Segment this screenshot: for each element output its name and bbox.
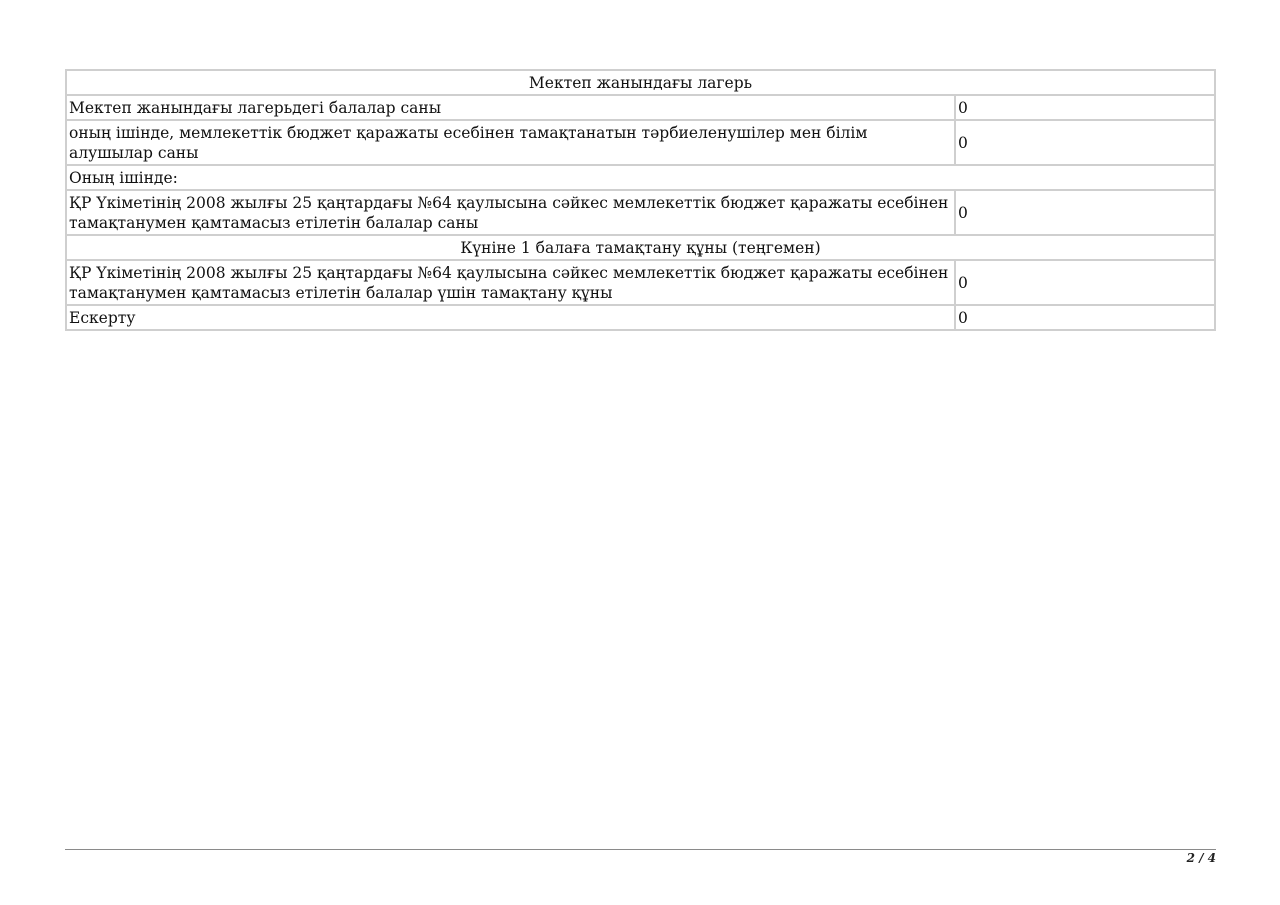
row-label: ҚР Үкіметінің 2008 жылғы 25 қаңтардағы №64 қаулысына сәйкес мемлекеттік бюджет қаражаты есебінен тамақтанумен қамтамасыз етілетін балалар саны — [66, 190, 955, 235]
table-row — [66, 95, 1215, 120]
subsection-including-label: Оның ішінде: — [66, 165, 1215, 190]
row-label: ҚР Үкіметінің 2008 жылғы 25 қаңтардағы №64 қаулысына сәйкес мемлекеттік бюджет қаражаты есебінен тамақтанумен қамтамасыз етілетін балалар үшін тамақтану құны — [66, 260, 955, 305]
row-value: 0 — [955, 120, 1215, 165]
table-row — [66, 260, 1215, 305]
row-label: оның ішінде, мемлекеттік бюджет қаражаты есебінен тамақтанатын тәрбиеленушілер мен білім алушылар саны — [66, 120, 955, 165]
row-value: 0 — [955, 260, 1215, 305]
row-label: Мектеп жанындағы лагерьдегі балалар саны — [66, 95, 955, 120]
table-row — [66, 305, 1215, 330]
row-label: Ескерту — [66, 305, 955, 330]
row-value: 0 — [955, 95, 1215, 120]
row-value: 0 — [955, 190, 1215, 235]
page-number: 2 / 4 — [1186, 851, 1216, 865]
section-camp-title: Мектеп жанындағы лагерь — [66, 70, 1215, 95]
table-row — [66, 120, 1215, 165]
report-table — [65, 69, 1216, 331]
row-value: 0 — [955, 305, 1215, 330]
footer-divider — [65, 849, 1216, 850]
section-cost-title: Күніне 1 балаға тамақтану құны (теңгемен) — [66, 235, 1215, 260]
section-header-row — [66, 70, 1215, 95]
subsection-row — [66, 165, 1215, 190]
table-row — [66, 190, 1215, 235]
section-header-row — [66, 235, 1215, 260]
